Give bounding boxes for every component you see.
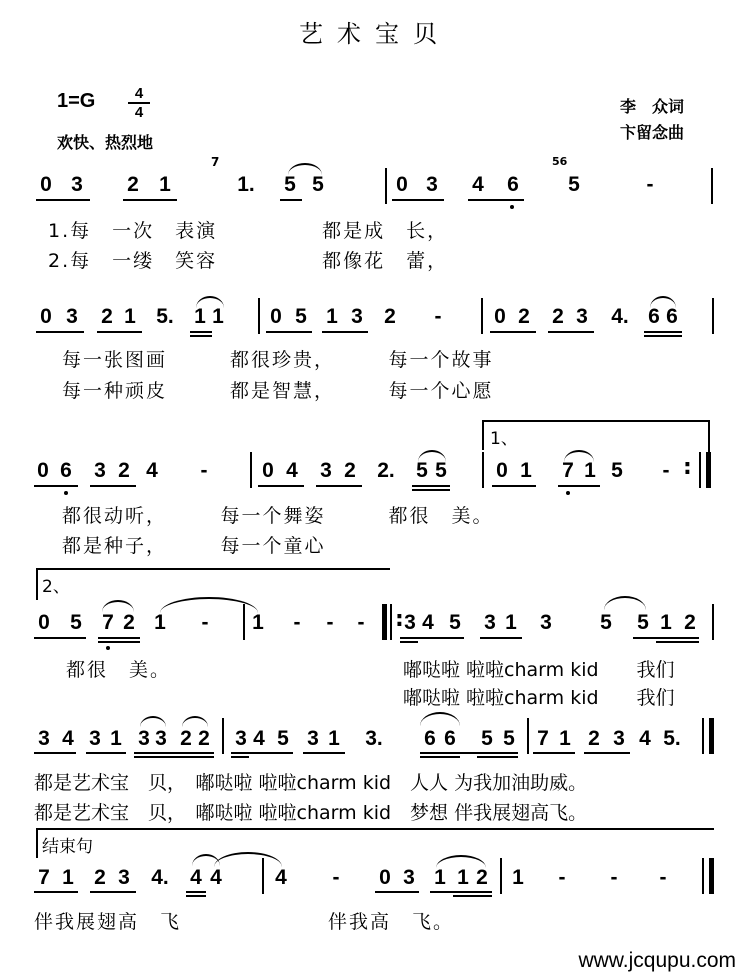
lyric-line-1: 每一张图画 都很珍贵， 每一个故事 — [62, 349, 494, 371]
note: 4 — [253, 727, 265, 750]
note: 2 — [588, 727, 600, 750]
dash: - — [610, 866, 618, 889]
note: 3. — [365, 727, 383, 750]
dash: - — [646, 173, 654, 196]
watermark: www.jcqupu.com — [578, 949, 736, 972]
note: 0 — [40, 305, 52, 328]
note: 1 — [326, 305, 338, 328]
note: 5 — [481, 727, 493, 750]
note: 3 — [484, 611, 496, 634]
note: 1 — [505, 611, 517, 634]
time-signature-top: 4 — [134, 85, 144, 102]
composer-credit: 卞留念曲 — [620, 123, 685, 142]
repeat-start: : — [395, 607, 404, 632]
time-signature-bottom: 4 — [134, 104, 144, 121]
note: 2 — [518, 305, 530, 328]
note: 1 — [159, 173, 171, 196]
note: 5 — [568, 173, 580, 196]
note: 6 — [444, 727, 456, 750]
lyric-line-1: 都是艺术宝 贝， 嘟哒啦 啦啦charm kid 人人 为我加油助威。 — [34, 772, 588, 794]
volta-1-label: 1、 — [490, 429, 518, 449]
note: 7 — [38, 866, 50, 889]
note: 1 — [584, 459, 596, 482]
note: 7 — [562, 459, 574, 482]
dash: - — [293, 611, 301, 634]
note: 2 — [344, 459, 356, 482]
note: 0 — [37, 459, 49, 482]
dash: - — [200, 459, 208, 482]
note: 3 — [403, 866, 415, 889]
volta-2-label: 2、 — [42, 577, 70, 597]
lyric-line-3: 嘟哒啦 啦啦charm kid 我们 — [403, 687, 675, 709]
note: 5 — [637, 611, 649, 634]
note: 5 — [435, 459, 447, 482]
note: 5 — [600, 611, 612, 634]
note: 0 — [262, 459, 274, 482]
note: 0 — [396, 173, 408, 196]
note: 3 — [71, 173, 83, 196]
note: 5 — [503, 727, 515, 750]
note: 0 — [38, 611, 50, 634]
note: 2 — [94, 866, 106, 889]
note: 4 — [62, 727, 74, 750]
note: 3 — [540, 611, 552, 634]
note: 1 — [660, 611, 672, 634]
key-signature: 1=G — [57, 90, 96, 112]
lyric-line-2: 都是艺术宝 贝， 嘟哒啦 啦啦charm kid 梦想 伴我展翅高飞。 — [34, 802, 588, 824]
note: 3 — [155, 727, 167, 750]
note: 5 — [277, 727, 289, 750]
note: 5 — [295, 305, 307, 328]
dash: - — [201, 611, 209, 634]
note: 1 — [328, 727, 340, 750]
lyric-line-1: 伴我展翅高 飞 伴我高 飞。 — [34, 911, 455, 933]
note: 6 — [424, 727, 436, 750]
note: 7 — [537, 727, 549, 750]
note: 4 — [422, 611, 434, 634]
note: 5 — [611, 459, 623, 482]
note: 3 — [576, 305, 588, 328]
note: 1 — [559, 727, 571, 750]
note: 3 — [307, 727, 319, 750]
note: 7 — [102, 611, 114, 634]
note: 6 — [507, 173, 519, 196]
note: 1 — [512, 866, 524, 889]
note: 1 — [110, 727, 122, 750]
grace-note: 56 — [552, 155, 568, 168]
note: 2 — [384, 305, 396, 328]
time-signature — [128, 86, 150, 120]
lyric-line-1: 都很动听， 每一个舞姿 都很 美。 — [62, 505, 494, 527]
note: 6 — [648, 305, 660, 328]
note: 3 — [351, 305, 363, 328]
note: 1 — [62, 866, 74, 889]
note: 4 — [286, 459, 298, 482]
note: 2 — [118, 459, 130, 482]
dash: - — [434, 305, 442, 328]
note: 2 — [684, 611, 696, 634]
note: 0 — [494, 305, 506, 328]
lyricist-credit: 李 众词 — [620, 97, 685, 116]
note: 5 — [70, 611, 82, 634]
note: 2 — [180, 727, 192, 750]
coda-label: 结束句 — [42, 837, 93, 857]
song-title: 艺术宝贝 — [299, 20, 451, 48]
note: 3 — [613, 727, 625, 750]
note: 0 — [496, 459, 508, 482]
note: 5 — [416, 459, 428, 482]
tempo-marking: 欢快、热烈地 — [57, 133, 154, 152]
lyric-line-2: 2.每 一缕 笑容 都像花 蕾， — [48, 250, 449, 272]
note: 4 — [190, 866, 202, 889]
note: 0 — [379, 866, 391, 889]
note: 2 — [476, 866, 488, 889]
lyric-line-2: 每一种顽皮 都是智慧， 每一个心愿 — [62, 380, 494, 402]
note: 1. — [237, 173, 255, 196]
note: 3 — [320, 459, 332, 482]
note: 3 — [426, 173, 438, 196]
note: 5. — [156, 305, 174, 328]
note: 3 — [404, 611, 416, 634]
note: 1 — [520, 459, 532, 482]
dash: - — [558, 866, 566, 889]
note: 3 — [138, 727, 150, 750]
grace-note: 7 — [211, 155, 220, 169]
lyric-line-1: 都很 美。 — [66, 659, 172, 681]
note: 3 — [38, 727, 50, 750]
note: 4. — [151, 866, 169, 889]
note: 4 — [275, 866, 287, 889]
note: 2 — [101, 305, 113, 328]
note: 4 — [210, 866, 222, 889]
note: 1 — [194, 305, 206, 328]
note: 0 — [270, 305, 282, 328]
dash: - — [357, 611, 365, 634]
dash: - — [332, 866, 340, 889]
note: 1 — [457, 866, 469, 889]
note: 2. — [377, 459, 395, 482]
lyric-line-2: 嘟哒啦 啦啦charm kid 我们 — [403, 659, 675, 681]
note: 5 — [312, 173, 324, 196]
note: 3 — [89, 727, 101, 750]
note: 3 — [118, 866, 130, 889]
note: 3 — [94, 459, 106, 482]
note: 1 — [124, 305, 136, 328]
note: 4 — [472, 173, 484, 196]
lyric-line-2: 都是种子， 每一个童心 — [62, 535, 326, 557]
note: 0 — [40, 173, 52, 196]
note: 3 — [235, 727, 247, 750]
note: 5 — [284, 173, 296, 196]
note: 6 — [60, 459, 72, 482]
note: 4 — [146, 459, 158, 482]
note: 1 — [434, 866, 446, 889]
note: 4 — [639, 727, 651, 750]
note: 1 — [154, 611, 166, 634]
note: 1 — [212, 305, 224, 328]
note: 4. — [611, 305, 629, 328]
note: 5. — [663, 727, 681, 750]
note: 2 — [127, 173, 139, 196]
note: 2 — [123, 611, 135, 634]
note: 3 — [66, 305, 78, 328]
dash: - — [662, 459, 670, 482]
note: 2 — [198, 727, 210, 750]
repeat-end: : — [683, 455, 692, 480]
dash: - — [326, 611, 334, 634]
note: 5 — [449, 611, 461, 634]
lyric-line-1: 1.每 一次 表演 都是成 长， — [48, 220, 449, 242]
dash: - — [659, 866, 667, 889]
note: 2 — [552, 305, 564, 328]
note: 1 — [252, 611, 264, 634]
note: 6 — [666, 305, 678, 328]
